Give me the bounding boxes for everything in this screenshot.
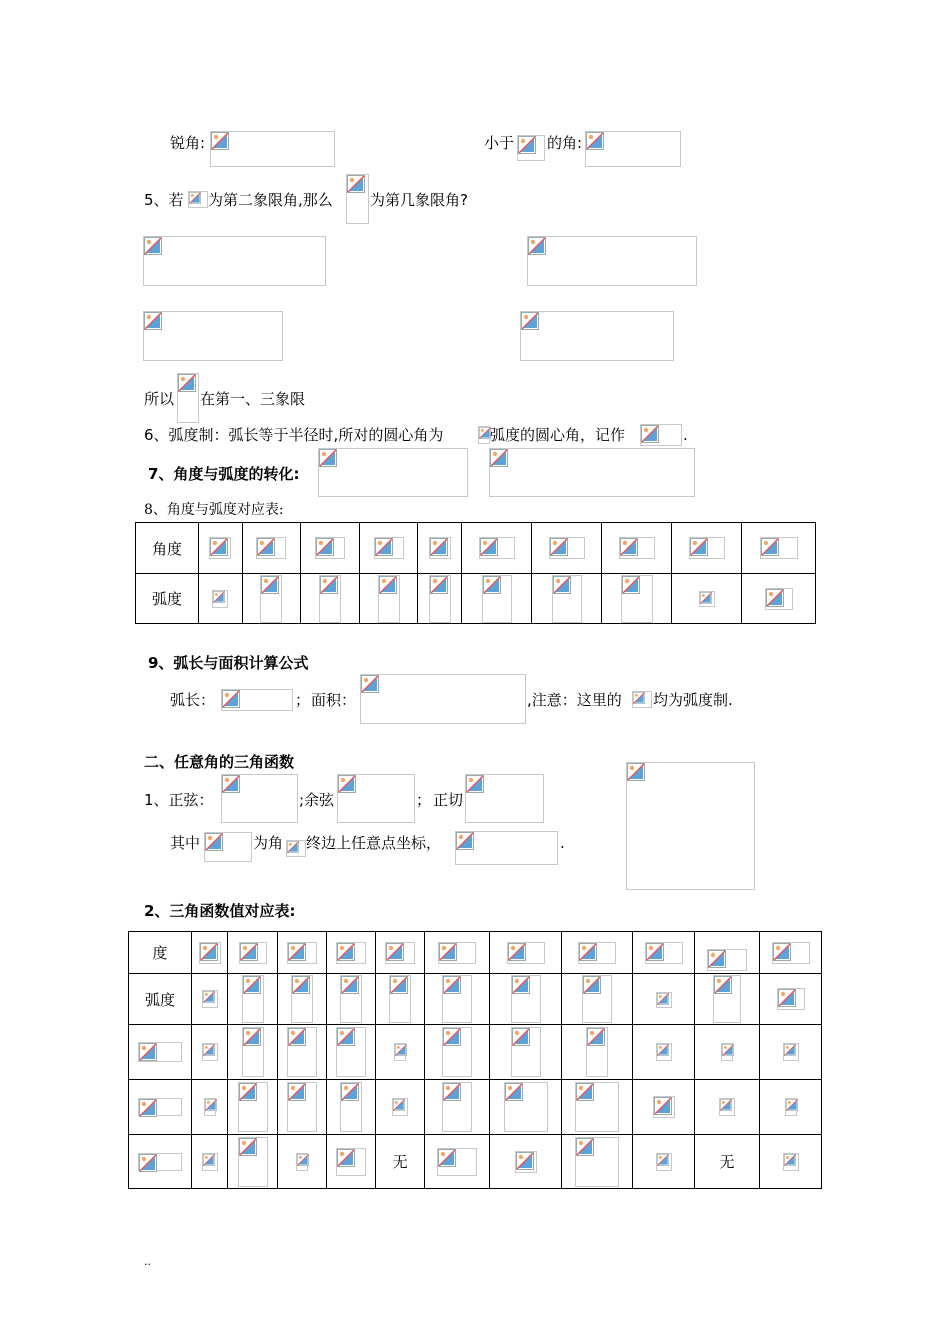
- broken-image-icon: [699, 591, 715, 607]
- footer-mark: ..: [144, 1255, 151, 1268]
- broken-image-icon: [575, 1082, 619, 1132]
- broken-image-icon: [242, 1027, 264, 1077]
- q7-heading: 7、角度与弧度的转化:: [148, 465, 300, 483]
- broken-image-icon: [626, 762, 755, 890]
- broken-image-icon: [504, 1082, 548, 1132]
- broken-image-icon: [202, 1043, 218, 1061]
- broken-image-icon: [346, 174, 369, 224]
- note-end: 均为弧度制.: [653, 691, 733, 709]
- q5-prefix: 5、若: [144, 191, 184, 209]
- broken-image-icon: [378, 575, 400, 623]
- q5-mid: 为第二象限角,那么: [208, 191, 333, 209]
- broken-image-icon: [621, 575, 653, 623]
- broken-image-icon: [656, 992, 672, 1008]
- q6-end: .: [683, 426, 688, 444]
- broken-image-icon: [517, 135, 545, 161]
- broken-image-icon: [210, 131, 335, 167]
- sine-label: 1、正弦：: [144, 791, 214, 809]
- broken-image-icon: [138, 1098, 182, 1116]
- broken-image-icon: [318, 448, 468, 497]
- broken-image-icon: [437, 1148, 477, 1176]
- broken-image-icon: [336, 1027, 366, 1077]
- broken-image-icon: [520, 311, 674, 361]
- broken-image-icon: [221, 774, 298, 823]
- broken-image-icon: [204, 832, 252, 862]
- broken-image-icon: [392, 1098, 408, 1116]
- broken-image-icon: [713, 975, 741, 1023]
- broken-image-icon: [760, 537, 798, 559]
- broken-image-icon: [689, 537, 725, 559]
- note-text: ,注意：这里的: [527, 691, 622, 709]
- broken-image-icon: [783, 1153, 799, 1171]
- tangent-label: 正切: [433, 791, 464, 809]
- broken-image-icon: [177, 373, 199, 423]
- broken-image-icon: [202, 1153, 218, 1171]
- angle-radian-table: [135, 522, 816, 624]
- broken-image-icon: [360, 674, 526, 724]
- broken-image-icon: [772, 942, 810, 964]
- broken-image-icon: [442, 975, 472, 1023]
- broken-image-icon: [256, 537, 286, 559]
- broken-image-icon: [239, 942, 267, 964]
- broken-image-icon: [242, 975, 264, 1023]
- broken-image-icon: [337, 774, 415, 823]
- q5-suffix: 为第几象限角?: [370, 191, 468, 209]
- angle-of-label: 的角:: [547, 134, 583, 152]
- broken-image-icon: [549, 537, 585, 559]
- broken-image-icon: [721, 1043, 733, 1061]
- broken-image-icon: [296, 1153, 308, 1171]
- broken-image-icon: [507, 942, 545, 964]
- arc-length-label: 弧长：: [170, 691, 216, 709]
- broken-image-icon: [511, 975, 541, 1023]
- broken-image-icon: [719, 1098, 735, 1116]
- broken-image-icon: [143, 236, 326, 286]
- broken-image-icon: [442, 1027, 472, 1077]
- broken-image-icon: [212, 590, 228, 608]
- broken-image-icon: [515, 1151, 537, 1173]
- q9-heading: 9、弧长与面积计算公式: [148, 654, 309, 672]
- broken-image-icon: [482, 575, 512, 623]
- broken-image-icon: [438, 942, 476, 964]
- broken-image-icon: [336, 942, 366, 964]
- broken-image-icon: [209, 537, 231, 559]
- broken-image-icon: [394, 1043, 406, 1061]
- broken-image-icon: [527, 236, 697, 286]
- broken-image-icon: [585, 131, 681, 167]
- broken-image-icon: [204, 1098, 216, 1116]
- radian-header: 弧度: [129, 974, 192, 1025]
- broken-image-icon: [478, 426, 490, 444]
- row-label-angle: 角度: [136, 523, 199, 574]
- broken-image-icon: [188, 191, 208, 208]
- broken-image-icon: [640, 424, 682, 446]
- broken-image-icon: [315, 537, 345, 559]
- broken-image-icon: [586, 1027, 608, 1077]
- broken-image-icon: [199, 942, 221, 964]
- section-heading: 二、任意角的三角函数: [144, 753, 295, 771]
- broken-image-icon: [138, 1153, 182, 1171]
- so-prefix: 所以: [144, 390, 175, 408]
- broken-image-icon: [619, 537, 655, 559]
- broken-image-icon: [138, 1042, 182, 1062]
- broken-image-icon: [578, 942, 616, 964]
- acute-label: 锐角:: [170, 134, 206, 152]
- broken-image-icon: [653, 1096, 675, 1118]
- broken-image-icon: [552, 575, 582, 623]
- broken-image-icon: [202, 990, 218, 1008]
- broken-image-icon: [465, 774, 544, 823]
- broken-image-icon: [656, 1153, 672, 1171]
- broken-image-icon: [385, 942, 415, 964]
- broken-image-icon: [785, 1098, 797, 1116]
- broken-image-icon: [645, 942, 683, 964]
- where-label: 其中: [170, 834, 201, 852]
- broken-image-icon: [442, 1082, 472, 1132]
- q6-text2: 弧度的圆心角，记作: [490, 426, 626, 444]
- broken-image-icon: [389, 975, 411, 1023]
- broken-image-icon: [319, 575, 341, 623]
- broken-image-icon: [336, 1148, 366, 1176]
- q6-text1: 6、弧度制：弧长等于半径时,所对的圆心角为: [144, 426, 444, 444]
- broken-image-icon: [238, 1137, 268, 1187]
- trig-values-table: [128, 931, 822, 1189]
- broken-image-icon: [287, 942, 317, 964]
- broken-image-icon: [455, 831, 558, 865]
- broken-image-icon: [286, 840, 306, 857]
- broken-image-icon: [777, 988, 805, 1010]
- broken-image-icon: [479, 537, 515, 559]
- semicolon: ；: [416, 791, 432, 809]
- trig-end: .: [560, 834, 565, 852]
- broken-image-icon: [287, 1082, 317, 1132]
- less-than-label: 小于: [484, 134, 515, 152]
- broken-image-icon: [656, 1043, 672, 1061]
- broken-image-icon: [429, 575, 451, 623]
- cosine-label: ;余弦: [299, 791, 335, 809]
- broken-image-icon: [340, 1082, 362, 1132]
- q2-heading: 2、三角函数值对应表:: [144, 902, 296, 920]
- broken-image-icon: [429, 537, 451, 559]
- degree-header: 度: [129, 932, 192, 974]
- broken-image-icon: [783, 1043, 799, 1061]
- broken-image-icon: [340, 975, 362, 1023]
- broken-image-icon: [238, 1082, 268, 1132]
- broken-image-icon: [707, 949, 747, 971]
- broken-image-icon: [632, 691, 652, 708]
- broken-image-icon: [575, 1137, 619, 1187]
- is-angle-label: 为角: [253, 834, 284, 852]
- no-value-cell: 无: [376, 1135, 425, 1189]
- terminal-label: 终边上任意点坐标，: [306, 834, 442, 852]
- broken-image-icon: [143, 311, 283, 361]
- broken-image-icon: [765, 588, 793, 610]
- so-suffix: 在第一、三象限: [200, 390, 306, 408]
- semicolon: ；: [295, 691, 311, 709]
- q8-caption: 8、角度与弧度对应表:: [144, 502, 284, 518]
- broken-image-icon: [260, 575, 282, 623]
- broken-image-icon: [291, 975, 313, 1023]
- row-label-radian: 弧度: [136, 574, 199, 624]
- broken-image-icon: [511, 1027, 541, 1077]
- area-label: 面积：: [311, 691, 357, 709]
- no-value-cell: 无: [694, 1135, 759, 1189]
- broken-image-icon: [374, 537, 404, 559]
- broken-image-icon: [287, 1027, 317, 1077]
- broken-image-icon: [489, 448, 695, 497]
- broken-image-icon: [582, 975, 612, 1023]
- broken-image-icon: [221, 689, 293, 711]
